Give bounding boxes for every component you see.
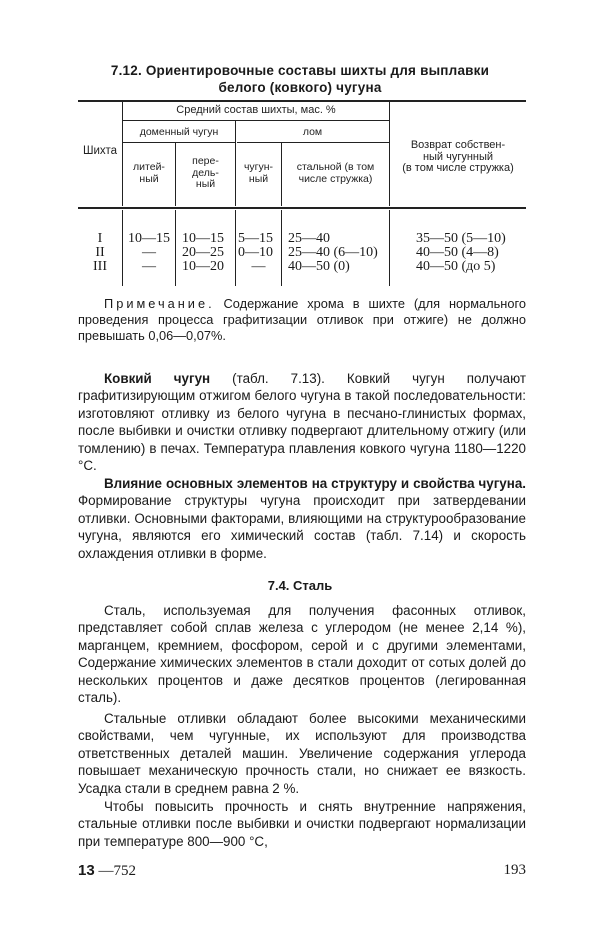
header-avg-composition: Средний состав шихты, мас. % — [176, 104, 336, 116]
header-rule-1 — [122, 120, 389, 121]
cell-return: 40—50 (4—8) — [416, 245, 499, 260]
header-conversion — [176, 156, 235, 191]
paragraph-steel-3: Чтобы повысить прочность и снять внутренние напряжения, стальные отливки после выбивки и очистки подвергают нормализации при температуре 800—900 °С, — [78, 799, 526, 849]
cell-charge: I — [97, 231, 103, 246]
header-rule-2b — [237, 142, 389, 143]
cell-charge: III — [93, 259, 107, 274]
header-scrap: лом — [302, 126, 323, 138]
table-note — [78, 296, 526, 344]
table-top-rule — [78, 100, 526, 102]
header-charge: Шихта — [82, 145, 118, 157]
paragraph-lead: Влияние основных элементов на структуру и свойства чугуна. — [104, 476, 526, 491]
signature-rest: —752 — [94, 863, 136, 879]
cell-iron-scrap: — — [251, 259, 266, 274]
header-foundry-line: литей- — [133, 161, 165, 173]
cell-steel-scrap: 40—50 (0) — [288, 259, 350, 274]
header-steel-scrap-line: числе стружка) — [298, 172, 373, 185]
header-steel-scrap-line: стальной (в том — [296, 161, 375, 173]
header-bottom-rule — [78, 207, 526, 209]
table-caption-line-2: белого (ковкого) чугуна — [218, 80, 382, 95]
paragraph-text: (табл. 7.13). Ковкий чугун получают графитизирующим отжигом белого чугуна в такой последовательности: изготовляют отливку из белого чугуна в песчано-глинистых формах, после выбивки и очистки отливку подвергают длительному отжигу (или томлению) в печах. Температура плавления ковкого чугуна 1180—1220 °С. — [78, 371, 526, 474]
cell-return: 35—50 (5—10) — [416, 231, 506, 246]
cell-conversion: 10—15 — [182, 231, 224, 246]
header-foundry-line: ный — [139, 172, 159, 185]
vline — [235, 210, 236, 286]
header-conversion-line: дель- — [192, 166, 219, 179]
header-return-line: ный чугунный — [422, 150, 494, 163]
cell-steel-scrap: 25—40 — [288, 231, 330, 246]
header-conversion-line: ный — [195, 178, 216, 190]
note-label: Примечание. — [104, 296, 215, 311]
vline — [389, 210, 390, 286]
vline — [175, 210, 176, 286]
signature-number: 13 — [78, 862, 95, 879]
table-caption — [70, 62, 530, 96]
header-foundry — [123, 162, 175, 185]
header-iron-scrap — [236, 162, 281, 185]
paragraph-text: Формирование структуры чугуна происходит при затвердевании отливки. Основными факторами, влияющими на структурообразование чугуна, являются его химический состав (табл. 7.14) и скорость охлаждения отливки в форме. — [78, 493, 526, 561]
printer-signature — [78, 862, 136, 880]
cell-foundry: 10—15 — [128, 231, 170, 246]
cell-steel-scrap: 25—40 (6—10) — [288, 245, 378, 260]
cell-return: 40—50 (до 5) — [416, 259, 496, 274]
header-conversion-line: пере- — [192, 155, 219, 167]
note-text: Содержание хрома в шихте (для нормального проведения процесса графитизации отливок при отжиге) не должно превышать 0,06—0,07%. — [78, 296, 526, 343]
charge-composition-table — [78, 100, 526, 286]
header-return-line: Возврат собствен- — [410, 139, 506, 151]
header-rule-2a — [122, 142, 235, 143]
section-heading: 7.4. Сталь — [267, 578, 333, 593]
cell-foundry: — — [142, 259, 156, 274]
paragraph-malleable-iron — [78, 370, 526, 474]
page-number: 193 — [503, 862, 526, 878]
header-iron-scrap-line: чугун- — [243, 161, 274, 173]
cell-foundry: — — [142, 245, 156, 260]
cell-charge: II — [95, 245, 105, 260]
paragraph-steel-1: Сталь, используемая для получения фасонных отливок, представляет собой сплав железа с углеродом (не менее 2,14 %), марганцем, кремнием, фосфором, серой и с другими элементами, Содержание химических элементов в стали доходит от сотых долей до нескольких процентов и даже десятков процентов (легированная сталь). — [78, 603, 526, 706]
cell-conversion: 20—25 — [182, 245, 224, 260]
header-steel-scrap — [282, 162, 389, 185]
header-blast-furnace-iron: доменный чугун — [139, 126, 219, 138]
header-return-line: (в том числе стружка) — [402, 162, 514, 174]
vline — [281, 210, 282, 286]
paragraph-lead: Ковкий чугун — [104, 371, 211, 386]
header-return — [390, 140, 526, 175]
paragraph-element-influence — [78, 475, 526, 562]
cell-conversion: 10—20 — [182, 259, 224, 274]
paragraph-steel-2: Стальные отливки обладают более высокими механическими свойствами, чем чугунные, их используют для производства ответственных деталей машин. Увеличение содержания углерода повышает механическую прочность стали, но снижает ее вязкость. Усадка стали в среднем равна 2 %. — [78, 711, 526, 796]
header-iron-scrap-line: ный — [248, 172, 269, 185]
cell-iron-scrap: 5—15 — [238, 231, 273, 246]
table-caption-line-1: 7.12. Ориентировочные составы шихты для выплавки — [110, 63, 490, 78]
cell-iron-scrap: 0—10 — [238, 245, 273, 260]
